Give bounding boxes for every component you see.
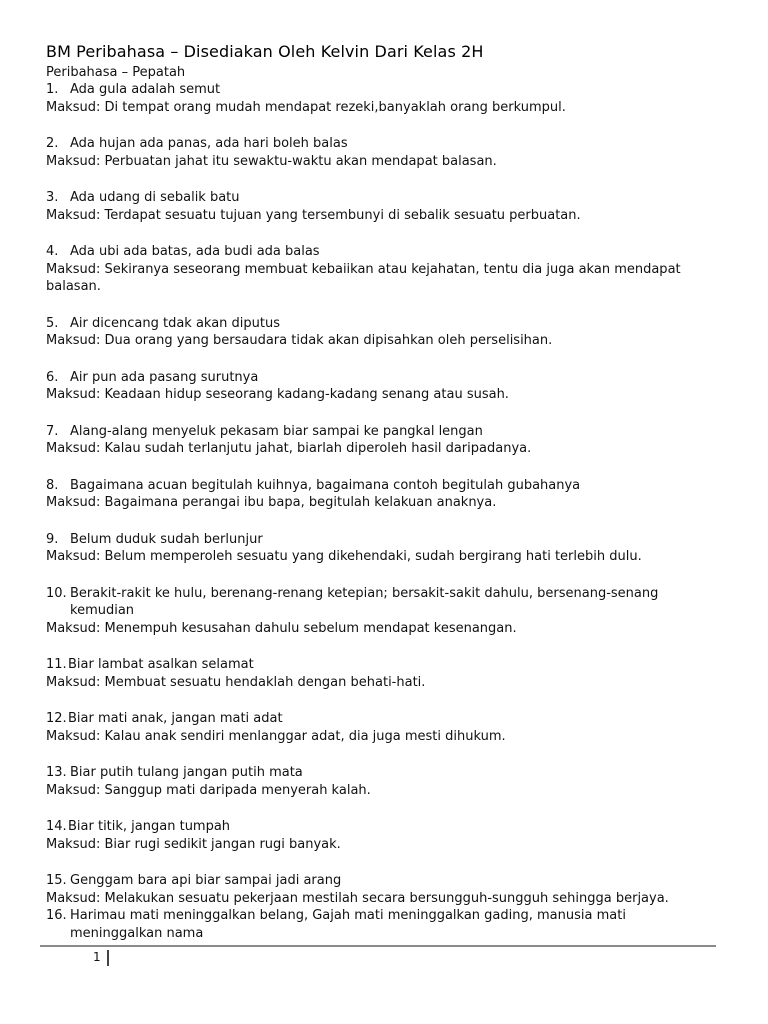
proverb-number: 12. (46, 711, 67, 726)
proverb-entry (46, 315, 726, 350)
proverb-phrase: Air pun ada pasang surutnya (70, 369, 259, 385)
proverb-phrase-row (46, 656, 726, 674)
proverb-phrase: Ada hujan ada panas, ada hari boleh balas (70, 136, 348, 151)
footer-divider (40, 945, 716, 947)
proverb-number: 8. (46, 477, 59, 493)
proverb-phrase-row (46, 907, 726, 925)
proverb-number: 4. (46, 244, 59, 259)
proverb-phrase: Genggam bara api biar sampai jadi arang (70, 873, 342, 888)
proverb-phrase-row (46, 764, 726, 782)
proverb-entry (46, 243, 726, 296)
page-number-bar (107, 950, 109, 966)
proverb-phrase-row (46, 818, 726, 836)
proverb-number: 5. (46, 315, 59, 331)
document-subtitle: Peribahasa – Pepatah (46, 65, 186, 80)
proverb-phrase-row (46, 81, 726, 99)
proverb-phrase: Harimau mati meninggalkan belang, Gajah mati meninggalkan gading, manusia mati (70, 908, 626, 923)
proverb-entry (46, 656, 726, 691)
proverb-entry (46, 81, 726, 116)
proverb-number: 14. (46, 819, 67, 834)
proverb-phrase: Ada ubi ada batas, ada budi ada balas (70, 244, 320, 259)
proverb-meaning: Maksud: Dua orang yang bersaudara tidak akan dipisahkan oleh perselisihan. (46, 333, 553, 348)
proverb-number: 13. (46, 765, 67, 780)
proverb-phrase-row (46, 315, 726, 333)
proverb-entry (46, 423, 726, 458)
proverb-phrase: Belum duduk sudah berlunjur (70, 531, 263, 547)
proverb-entry (46, 585, 726, 638)
proverb-entry (46, 818, 726, 853)
proverb-phrase: Air dicencang tdak akan diputus (70, 315, 281, 331)
proverb-number: 1. (46, 82, 59, 97)
proverb-meaning: Maksud: Perbuatan jahat itu sewaktu-waktu akan mendapat balasan. (46, 153, 497, 169)
proverb-number: 7. (46, 423, 59, 439)
proverb-entry (46, 477, 726, 512)
proverb-phrase-continuation: kemudian (70, 603, 135, 618)
proverb-meaning: Maksud: Bagaimana perangai ibu bapa, begitulah kelakuan anaknya. (46, 495, 497, 510)
proverb-phrase: Bagaimana acuan begitulah kuihnya, bagaimana contoh begitulah gubahanya (70, 477, 581, 493)
proverb-meaning: Maksud: Menempuh kesusahan dahulu sebelum mendapat kesenangan. (46, 620, 517, 636)
proverb-entry (46, 710, 726, 745)
proverb-phrase: Ada gula adalah semut (70, 82, 221, 97)
proverb-phrase-row (46, 189, 726, 207)
proverb-phrase: Biar putih tulang jangan putih mata (70, 765, 303, 780)
proverb-meaning: Maksud: Di tempat orang mudah mendapat rezeki,banyaklah orang berkumpul. (46, 99, 566, 115)
proverb-meaning: Maksud: Melakukan sesuatu pekerjaan mestilah secara bersungguh-sungguh sehingga berjaya. (46, 890, 669, 906)
proverb-phrase-row (46, 710, 726, 728)
proverb-phrase-row (46, 477, 726, 495)
proverb-meaning: Maksud: Kalau anak sendiri menlanggar adat, dia juga mesti dihukum. (46, 728, 506, 744)
proverb-entry (46, 764, 726, 799)
proverb-number: 3. (46, 190, 59, 205)
proverb-list (46, 81, 726, 942)
proverb-entry (46, 135, 726, 170)
proverb-meaning: Maksud: Terdapat sesuatu tujuan yang tersembunyi di sebalik sesuatu perbuatan. (46, 207, 581, 223)
proverb-meaning: Maksud: Keadaan hidup seseorang kadang-kadang senang atau susah. (46, 387, 509, 402)
proverb-meaning: Maksud: Membuat sesuatu hendaklah dengan behati-hati. (46, 674, 426, 690)
proverb-phrase: Berakit-rakit ke hulu, berenang-renang ketepian; bersakit-sakit dahulu, bersenang-senang (70, 585, 659, 601)
proverb-phrase: Ada udang di sebalik batu (70, 190, 240, 205)
proverb-phrase-row (46, 585, 726, 603)
proverb-number: 6. (46, 369, 59, 385)
proverb-phrase: Biar titik, jangan tumpah (68, 819, 231, 834)
page-number: 1 (93, 950, 101, 964)
proverb-meaning: Maksud: Sekiranya seseorang membuat kebaiikan atau kejahatan, tentu dia juga akan mendapat balasan. (46, 261, 681, 294)
proverb-entry (46, 531, 726, 566)
proverb-meaning: Maksud: Biar rugi sedikit jangan rugi banyak. (46, 836, 341, 852)
proverb-entry (46, 872, 726, 907)
proverb-phrase-continuation: meninggalkan nama (70, 925, 204, 941)
proverb-number: 15. (46, 873, 67, 888)
proverb-phrase-row (46, 135, 726, 153)
proverb-entry (46, 369, 726, 404)
proverb-phrase: Alang-alang menyeluk pekasam biar sampai ke pangkal lengan (70, 423, 483, 439)
proverb-meaning: Maksud: Sanggup mati daripada menyerah kalah. (46, 782, 371, 798)
proverb-number: 10. (46, 585, 67, 601)
proverb-number: 11. (46, 657, 67, 672)
proverb-entry (46, 907, 726, 942)
proverb-phrase-row (46, 872, 726, 890)
proverb-phrase-row (46, 243, 726, 261)
proverb-phrase: Biar lambat asalkan selamat (68, 657, 254, 672)
proverb-meaning: Maksud: Belum memperoleh sesuatu yang dikehendaki, sudah bergirang hati terlebih dulu. (46, 549, 642, 564)
proverb-number: 2. (46, 136, 59, 151)
proverb-phrase-row (46, 531, 726, 549)
proverb-phrase-row (46, 423, 726, 441)
proverb-entry (46, 189, 726, 224)
proverb-number: 16. (46, 908, 67, 923)
document-title: BM Peribahasa – Disediakan Oleh Kelvin Dari Kelas 2H (46, 42, 484, 61)
proverb-phrase-row (46, 369, 726, 387)
proverb-number: 9. (46, 531, 59, 547)
proverb-meaning: Maksud: Kalau sudah terlanjutu jahat, biarlah diperoleh hasil daripadanya. (46, 441, 532, 456)
proverb-phrase: Biar mati anak, jangan mati adat (68, 711, 283, 726)
